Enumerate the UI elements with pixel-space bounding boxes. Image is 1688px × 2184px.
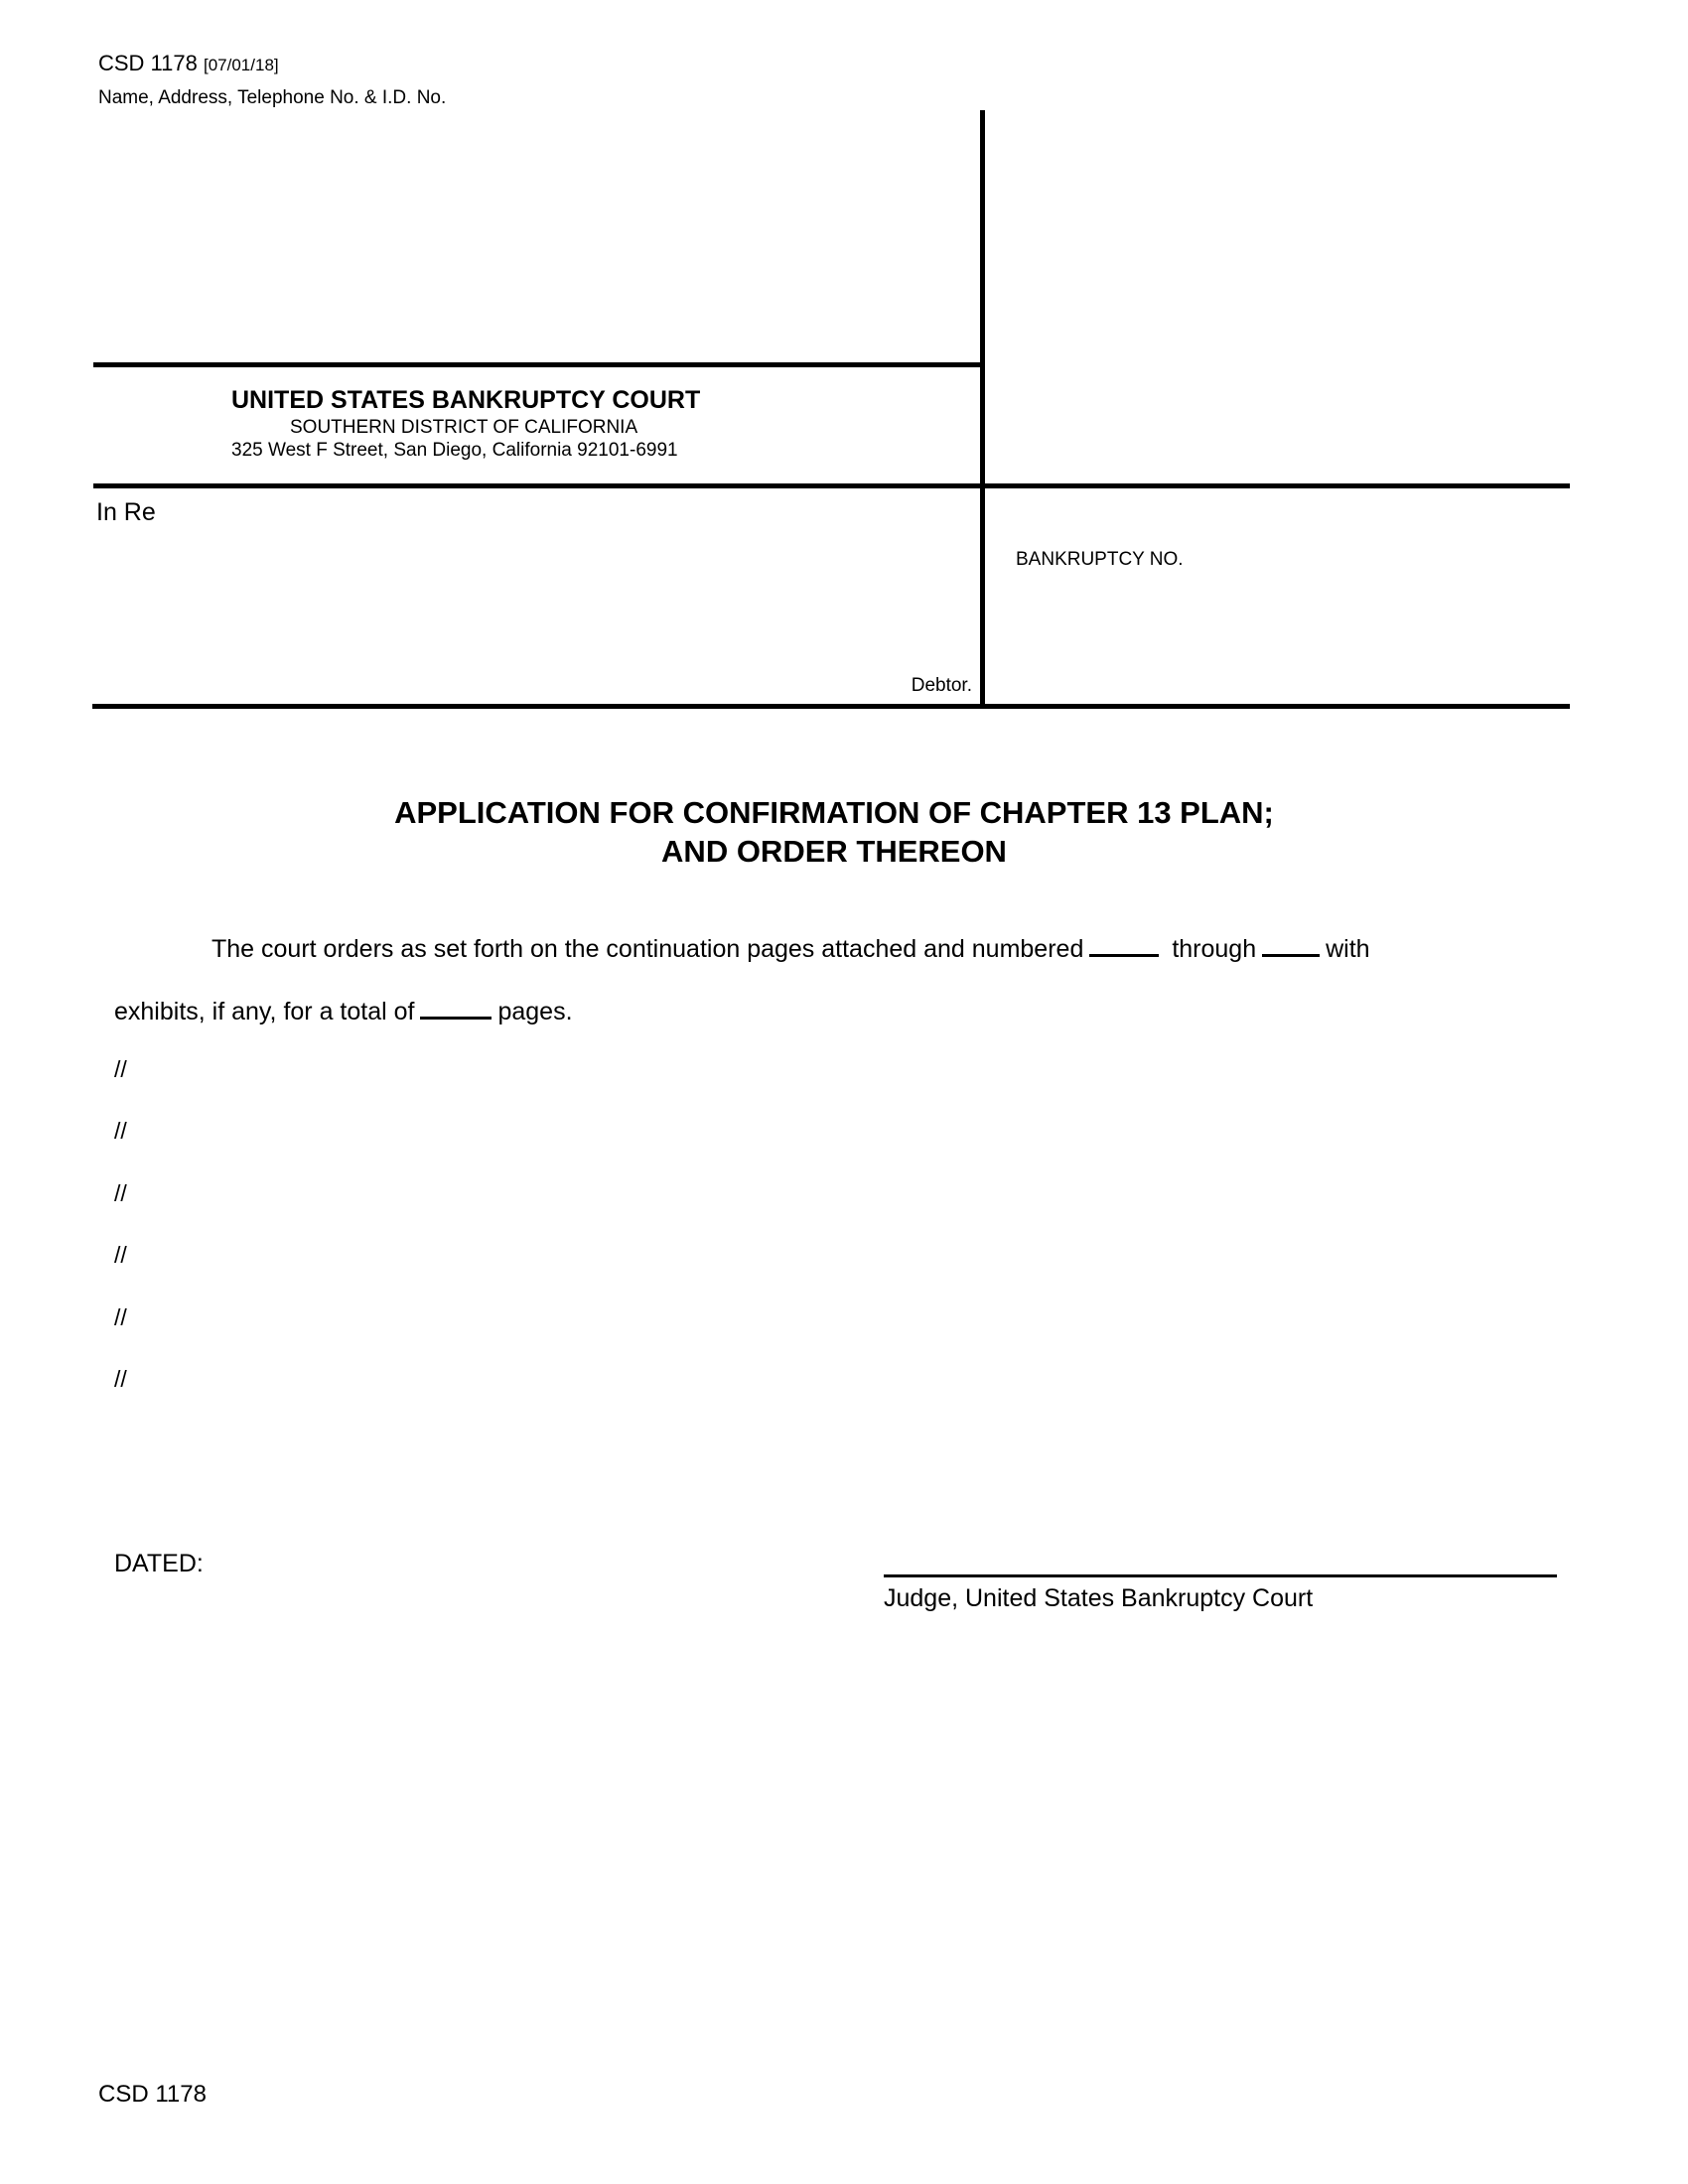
bankruptcy-number-label: BANKRUPTCY NO. [1016, 549, 1184, 570]
court-address: 325 West F Street, San Diego, California 92101-6991 [231, 440, 678, 461]
continuation-mark: // [114, 1242, 127, 1268]
form-number-text: CSD 1178 [98, 51, 198, 75]
court-top-rule [93, 362, 984, 367]
form-date: [07/01/18] [204, 56, 279, 74]
pages-text: pages. [497, 998, 573, 1025]
court-district: SOUTHERN DISTRICT OF CALIFORNIA [290, 417, 638, 438]
document-title-line-2: AND ORDER THEREON [661, 834, 1007, 869]
continuation-mark: // [114, 1180, 127, 1206]
with-text: with [1326, 935, 1370, 963]
continuation-mark: // [114, 1304, 127, 1330]
order-paragraph-line-1 [211, 937, 1370, 962]
dated-label: DATED: [114, 1550, 204, 1577]
through-text: through [1172, 935, 1257, 963]
start-page-blank[interactable] [1089, 953, 1159, 957]
end-page-blank[interactable] [1262, 953, 1320, 957]
debtor-label: Debtor. [911, 675, 972, 696]
total-pages-blank[interactable] [420, 1016, 492, 1020]
in-re-label: In Re [96, 498, 156, 526]
order-paragraph-line-2 [114, 1000, 573, 1024]
continuation-mark: // [114, 1118, 127, 1144]
court-name: UNITED STATES BANKRUPTCY COURT [231, 386, 701, 414]
document-title-line-1: APPLICATION FOR CONFIRMATION OF CHAPTER 13 PLAN; [394, 795, 1274, 830]
judge-label: Judge, United States Bankruptcy Court [884, 1584, 1314, 1612]
vertical-divider [980, 110, 985, 708]
attorney-info-label: Name, Address, Telephone No. & I.D. No. [98, 87, 447, 108]
order-text: The court orders as set forth on the continuation pages attached and numbered [211, 935, 1084, 963]
continuation-mark: // [114, 1366, 127, 1392]
form-number [98, 53, 279, 74]
caption-bottom-rule [92, 704, 1570, 709]
footer-form-number: CSD 1178 [98, 2081, 207, 2108]
continuation-mark: // [114, 1056, 127, 1082]
caption-top-rule [93, 483, 1570, 488]
total-text: exhibits, if any, for a total of [114, 998, 415, 1025]
judge-signature-line[interactable] [884, 1574, 1557, 1577]
